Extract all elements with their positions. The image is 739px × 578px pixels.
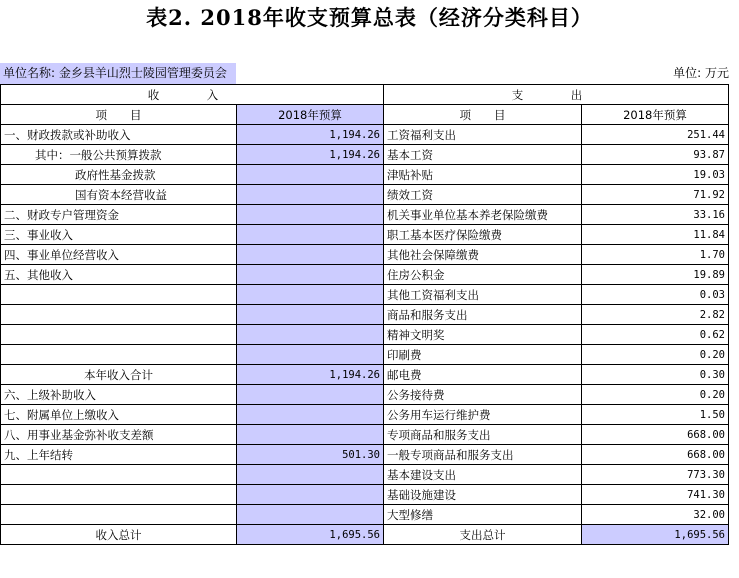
expense-value: 1.50 (582, 405, 729, 425)
table-row (1, 505, 729, 525)
expense-budget-header: 2018年预算 (582, 105, 729, 125)
expense-value: 32.00 (582, 505, 729, 525)
expense-section-header: 支 出 (384, 85, 729, 105)
expense-value: 668.00 (582, 445, 729, 465)
expense-item: 基本工资 (384, 145, 582, 165)
expense-value: 2.82 (582, 305, 729, 325)
expense-item: 公务用车运行维护费 (384, 405, 582, 425)
expense-item: 一般专项商品和服务支出 (384, 445, 582, 465)
income-value (237, 345, 384, 365)
income-item (1, 485, 237, 505)
expense-item: 其他社会保障缴费 (384, 245, 582, 265)
expense-value: 11.84 (582, 225, 729, 245)
table-row (1, 125, 729, 145)
table-row (1, 385, 729, 405)
unit-name: 单位名称: 金乡县羊山烈士陵园管理委员会 (0, 63, 236, 84)
expense-item: 机关事业单位基本养老保险缴费 (384, 205, 582, 225)
expense-item: 绩效工资 (384, 185, 582, 205)
expense-value: 19.03 (582, 165, 729, 185)
income-item (1, 285, 237, 305)
income-total-label: 收入总计 (1, 525, 237, 545)
expense-item-header: 项 目 (384, 105, 582, 125)
income-value (237, 265, 384, 285)
expense-item: 印刷费 (384, 345, 582, 365)
expense-item: 公务接待费 (384, 385, 582, 405)
income-item-header: 项 目 (1, 105, 237, 125)
income-value (237, 165, 384, 185)
table-row (1, 425, 729, 445)
income-value (237, 505, 384, 525)
expense-value: 0.20 (582, 345, 729, 365)
income-value: 501.30 (237, 445, 384, 465)
income-item: 政府性基金拨款 (1, 165, 237, 185)
total-row (1, 525, 729, 545)
income-item: 四、事业单位经营收入 (1, 245, 237, 265)
expense-value: 19.89 (582, 265, 729, 285)
table-row (1, 205, 729, 225)
expense-item: 商品和服务支出 (384, 305, 582, 325)
expense-value: 0.03 (582, 285, 729, 305)
income-value: 1,194.26 (237, 145, 384, 165)
expense-value: 773.30 (582, 465, 729, 485)
table-row (1, 285, 729, 305)
income-item: 国有资本经营收益 (1, 185, 237, 205)
income-item (1, 325, 237, 345)
income-value (237, 285, 384, 305)
income-item: 五、其他收入 (1, 265, 237, 285)
expense-value: 33.16 (582, 205, 729, 225)
expense-value: 93.87 (582, 145, 729, 165)
expense-item: 职工基本医疗保险缴费 (384, 225, 582, 245)
expense-total-label: 支出总计 (384, 525, 582, 545)
expense-value: 0.20 (582, 385, 729, 405)
income-value (237, 225, 384, 245)
table-row (1, 265, 729, 285)
income-value: 1,194.26 (237, 365, 384, 385)
income-value (237, 385, 384, 405)
income-item: 八、用事业基金弥补收支差额 (1, 425, 237, 445)
expense-item: 邮电费 (384, 365, 582, 385)
table-row (1, 465, 729, 485)
income-value (237, 405, 384, 425)
page-title: 表2. 2018年收支预算总表（经济分类科目） (146, 5, 593, 30)
section-header-row (1, 85, 729, 105)
table-row (1, 345, 729, 365)
expense-value: 71.92 (582, 185, 729, 205)
income-item: 九、上年结转 (1, 445, 237, 465)
unit-info-row (0, 63, 739, 84)
income-item (1, 345, 237, 365)
income-item (1, 465, 237, 485)
table-row (1, 225, 729, 245)
income-total-value: 1,695.56 (237, 525, 384, 545)
income-item: 六、上级补助收入 (1, 385, 237, 405)
expense-value: 741.30 (582, 485, 729, 505)
income-value (237, 205, 384, 225)
expense-item: 大型修缮 (384, 505, 582, 525)
table-row (1, 185, 729, 205)
expense-value: 668.00 (582, 425, 729, 445)
income-value (237, 485, 384, 505)
income-section-header: 收 入 (1, 85, 384, 105)
income-item: 二、财政专户管理资金 (1, 205, 237, 225)
table-row (1, 485, 729, 505)
income-value (237, 185, 384, 205)
income-item: 三、事业收入 (1, 225, 237, 245)
column-header-row (1, 105, 729, 125)
income-value (237, 325, 384, 345)
table-row (1, 145, 729, 165)
expense-item: 专项商品和服务支出 (384, 425, 582, 445)
income-item: 一、财政拨款或补助收入 (1, 125, 237, 145)
table-row (1, 165, 729, 185)
expense-item: 基本建设支出 (384, 465, 582, 485)
table-row (1, 325, 729, 345)
expense-item: 其他工资福利支出 (384, 285, 582, 305)
expense-item: 基础设施建设 (384, 485, 582, 505)
income-budget-header: 2018年预算 (237, 105, 384, 125)
income-item: 七、附属单位上缴收入 (1, 405, 237, 425)
expense-value: 251.44 (582, 125, 729, 145)
table-row (1, 445, 729, 465)
expense-value: 0.62 (582, 325, 729, 345)
expense-item: 工资福利支出 (384, 125, 582, 145)
expense-value: 1.70 (582, 245, 729, 265)
income-value (237, 305, 384, 325)
budget-table (0, 84, 729, 545)
table-row (1, 305, 729, 325)
expense-item: 津贴补贴 (384, 165, 582, 185)
expense-item: 住房公积金 (384, 265, 582, 285)
expense-value: 0.30 (582, 365, 729, 385)
income-item (1, 505, 237, 525)
income-value (237, 245, 384, 265)
expense-total-value: 1,695.56 (582, 525, 729, 545)
table-row (1, 365, 729, 385)
income-item: 其中：一般公共预算拨款 (1, 145, 237, 165)
table-row (1, 245, 729, 265)
table-row (1, 405, 729, 425)
income-value: 1,194.26 (237, 125, 384, 145)
income-value (237, 465, 384, 485)
expense-item: 精神文明奖 (384, 325, 582, 345)
income-item (1, 305, 237, 325)
unit-label: 单位: 万元 (673, 66, 729, 80)
income-value (237, 425, 384, 445)
income-item: 本年收入合计 (1, 365, 237, 385)
table-body (1, 125, 729, 525)
